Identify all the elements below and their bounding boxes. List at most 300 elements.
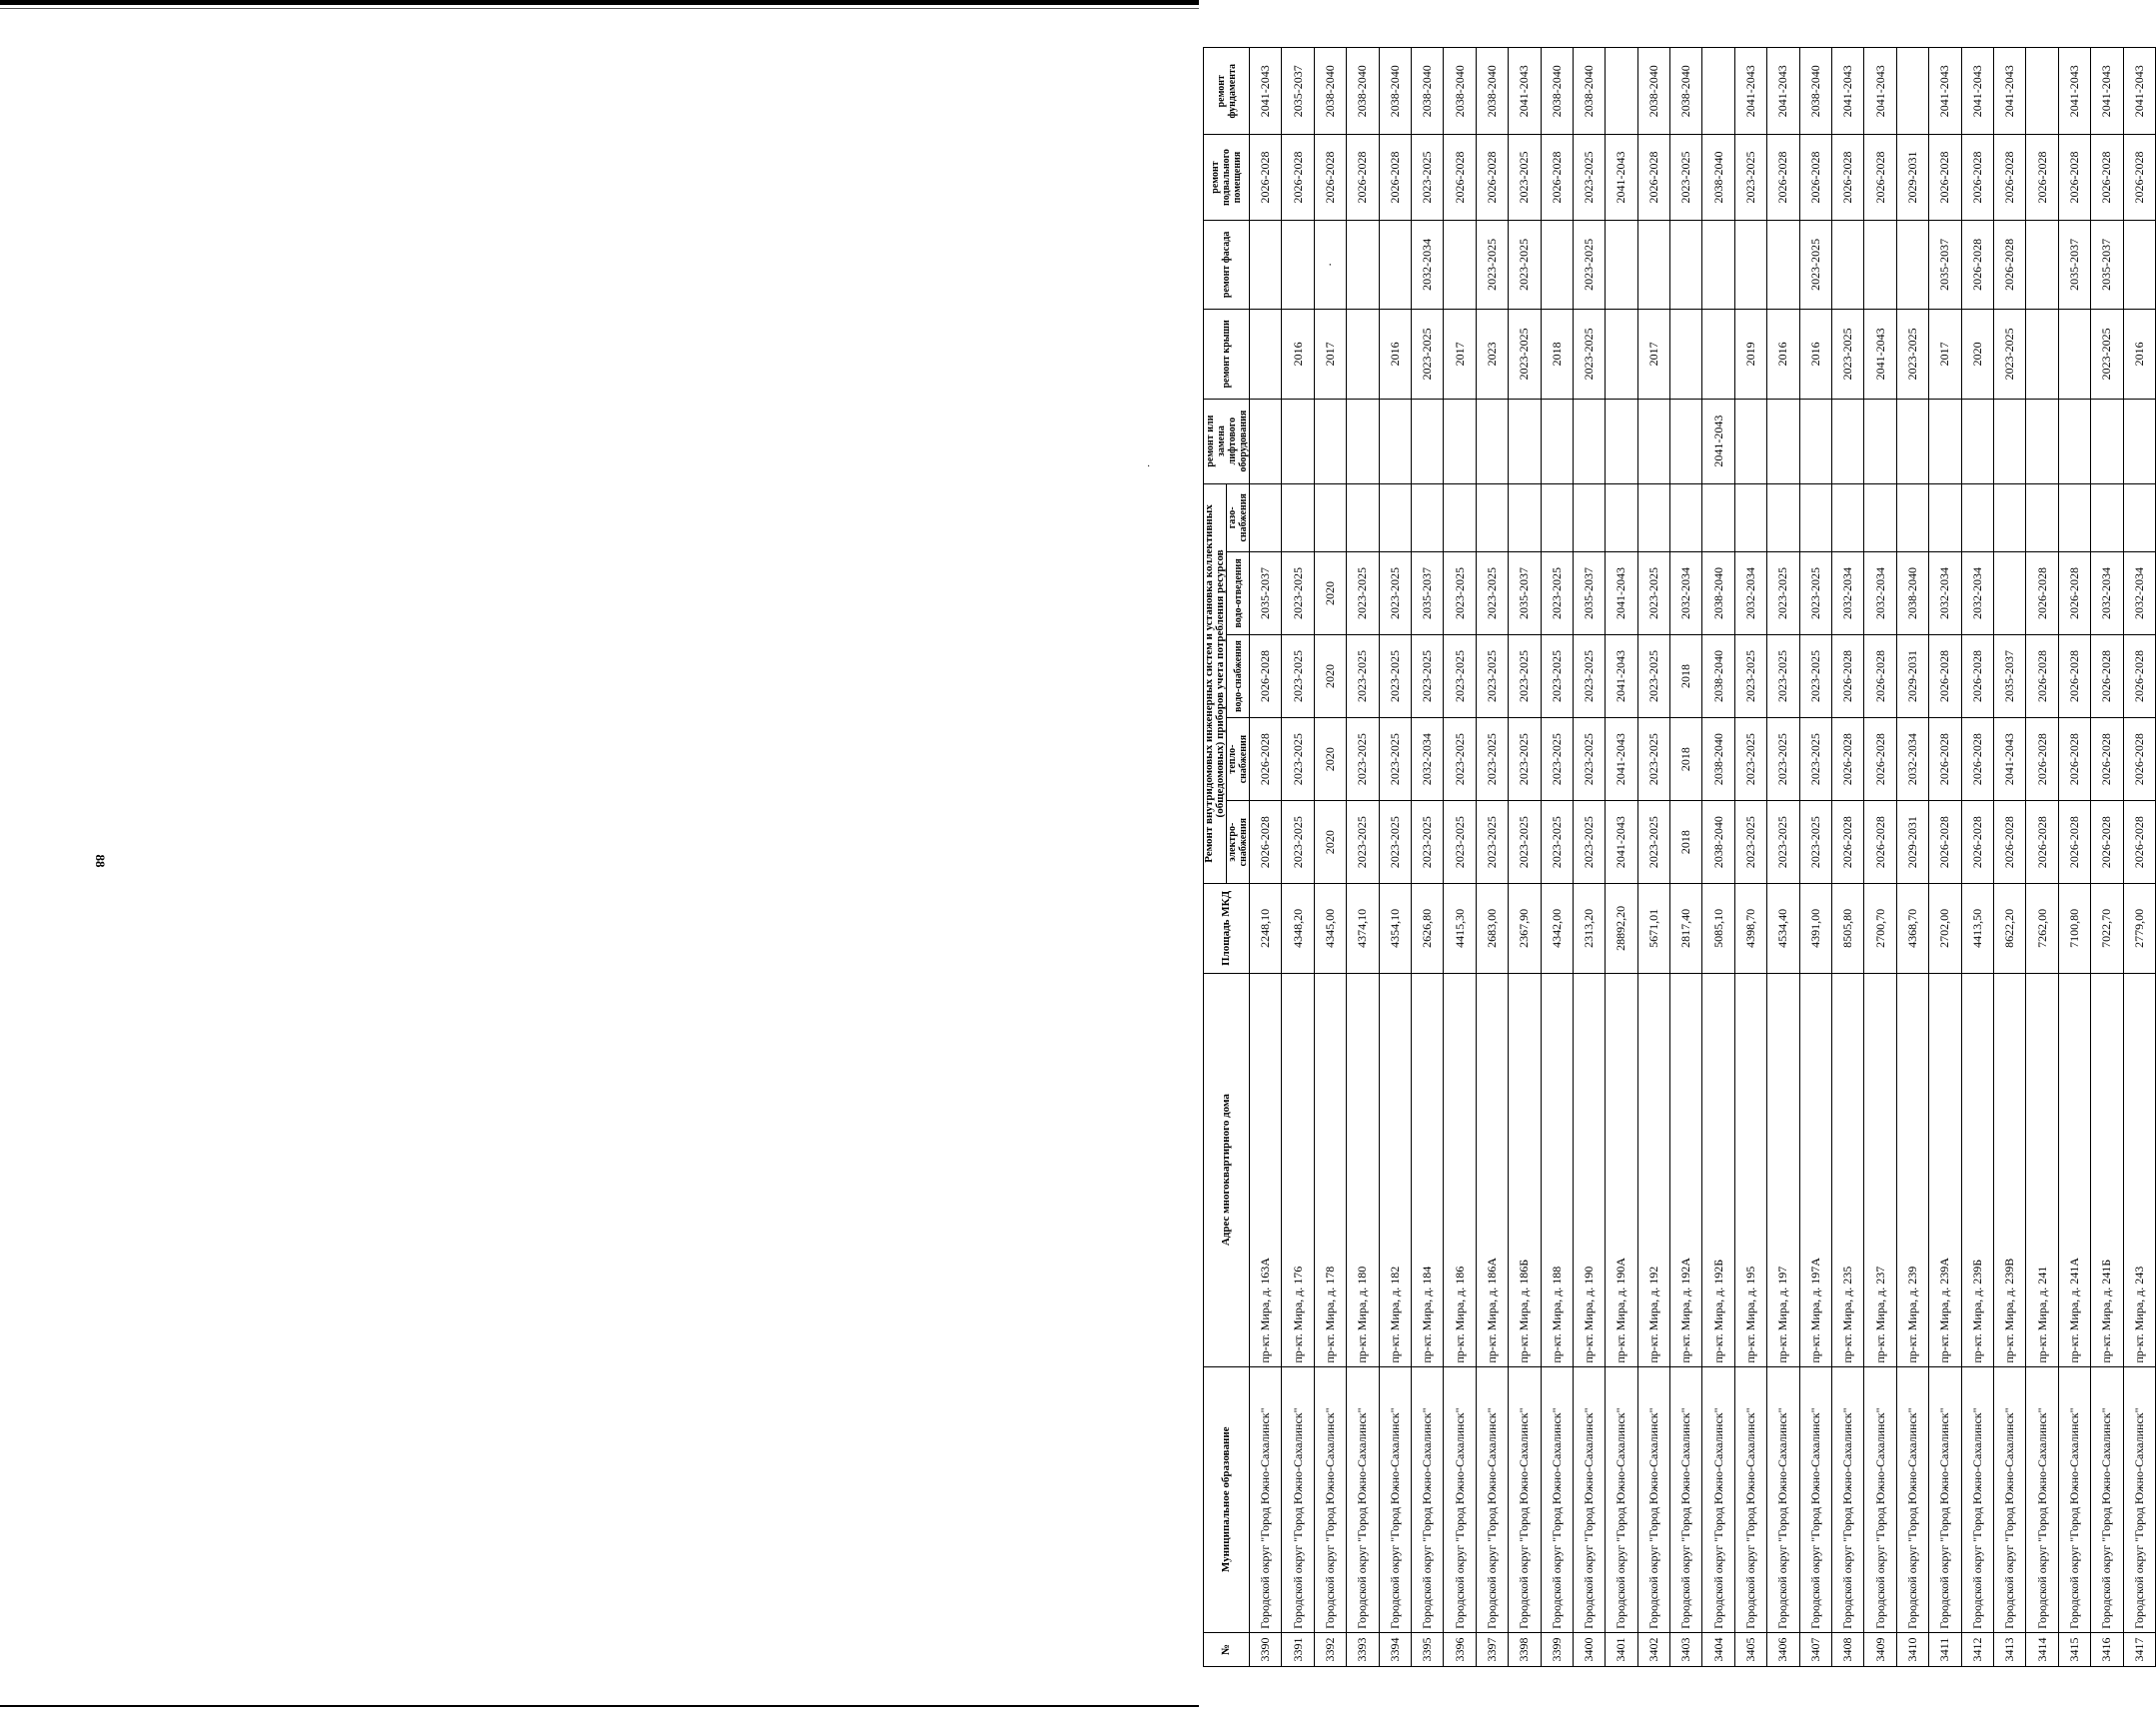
roof-cell	[2058, 310, 2090, 399]
row-number: 3412	[1961, 1632, 1993, 1666]
table-row	[1573, 48, 1605, 1667]
foundation-cell: 2038-2040	[1411, 48, 1443, 135]
gas-cell	[1702, 483, 1734, 551]
facade-cell	[1444, 220, 1476, 309]
address-cell: пр-кт. Мира, д. 239А	[1929, 973, 1961, 1366]
elevator-cell	[1411, 399, 1443, 483]
elevator-cell	[1282, 399, 1314, 483]
roof-cell: 2023	[1476, 310, 1508, 399]
sewer-cell: 2035-2037	[1250, 551, 1282, 634]
water-cell: 2023-2025	[1379, 634, 1411, 717]
gas-cell	[1250, 483, 1282, 551]
elevator-cell	[1929, 399, 1961, 483]
roof-cell: 2023-2025	[1896, 310, 1928, 399]
municipality-cell: Городской округ "Город Южно-Сахалинск"	[1637, 1366, 1669, 1632]
area-cell: 4391,00	[1799, 884, 1831, 973]
foundation-cell: 2038-2040	[1314, 48, 1346, 135]
header-area: Площадь МКД	[1204, 884, 1250, 973]
area-cell: 5671,01	[1637, 884, 1669, 973]
foundation-cell: 2041-2043	[1509, 48, 1541, 135]
area-cell: 2817,40	[1670, 884, 1702, 973]
electricity-cell: 2026-2028	[2091, 801, 2123, 884]
gas-cell	[1444, 483, 1476, 551]
foundation-cell: 2038-2040	[1799, 48, 1831, 135]
facade-cell: 2026-2028	[1961, 220, 1993, 309]
gas-cell	[1637, 483, 1669, 551]
electricity-cell: 2023-2025	[1379, 801, 1411, 884]
electricity-cell: 2026-2028	[2058, 801, 2090, 884]
table-row	[1799, 48, 1831, 1667]
foundation-cell: 2041-2043	[1250, 48, 1282, 135]
table-row	[1637, 48, 1669, 1667]
municipality-cell: Городской округ "Город Южно-Сахалинск"	[1832, 1366, 1864, 1632]
elevator-cell	[2026, 399, 2058, 483]
basement-cell: 2026-2028	[1250, 135, 1282, 220]
area-cell: 4534,40	[1767, 884, 1799, 973]
water-cell: 2029-2031	[1896, 634, 1928, 717]
heat-cell: 2023-2025	[1509, 718, 1541, 801]
water-cell: 2035-2037	[1993, 634, 2025, 717]
municipality-cell: Городской округ "Город Южно-Сахалинск"	[1411, 1366, 1443, 1632]
roof-cell: 2016	[1379, 310, 1411, 399]
municipality-cell: Городской округ "Город Южно-Сахалинск"	[1606, 1366, 1637, 1632]
facade-cell	[1347, 220, 1379, 309]
heat-cell: 2026-2028	[2091, 718, 2123, 801]
header-roof: ремонт крыши	[1204, 310, 1250, 399]
sewer-cell: 2023-2025	[1541, 551, 1573, 634]
header-municipality: Муниципальное образование	[1204, 1366, 1250, 1632]
row-number: 3409	[1864, 1632, 1896, 1666]
foundation-cell: 2038-2040	[1379, 48, 1411, 135]
foundation-cell: 2041-2043	[1929, 48, 1961, 135]
heat-cell: 2023-2025	[1541, 718, 1573, 801]
facade-cell	[2026, 220, 2058, 309]
header-gas: газо-снабжения	[1227, 483, 1250, 551]
heat-cell: 2026-2028	[1961, 718, 1993, 801]
basement-cell: 2026-2028	[1993, 135, 2025, 220]
foundation-cell: 2041-2043	[1832, 48, 1864, 135]
roof-cell: 2023-2025	[1832, 310, 1864, 399]
elevator-cell	[1573, 399, 1605, 483]
gas-cell	[2123, 483, 2155, 551]
area-cell: 28892,20	[1606, 884, 1637, 973]
roof-cell	[1250, 310, 1282, 399]
electricity-cell: 2023-2025	[1444, 801, 1476, 884]
row-number: 3390	[1250, 1632, 1282, 1666]
area-cell: 4348,20	[1282, 884, 1314, 973]
top-border-line	[0, 0, 1199, 5]
gas-cell	[1476, 483, 1508, 551]
basement-cell: 2038-2040	[1702, 135, 1734, 220]
header-water: водо-снабжения	[1227, 634, 1250, 717]
heat-cell: 2023-2025	[1476, 718, 1508, 801]
heat-cell: 2041-2043	[1993, 718, 2025, 801]
municipality-cell: Городской округ "Город Южно-Сахалинск"	[1347, 1366, 1379, 1632]
electricity-cell: 2026-2028	[1961, 801, 1993, 884]
row-number: 3397	[1476, 1632, 1508, 1666]
row-number: 3401	[1606, 1632, 1637, 1666]
facade-cell	[1734, 220, 1766, 309]
address-cell: пр-кт. Мира, д. 186Б	[1509, 973, 1541, 1366]
gas-cell	[1864, 483, 1896, 551]
address-cell: пр-кт. Мира, д. 192	[1637, 973, 1669, 1366]
electricity-cell: 2038-2040	[1702, 801, 1734, 884]
basement-cell: 2026-2028	[1476, 135, 1508, 220]
basement-cell: 2026-2028	[1864, 135, 1896, 220]
sewer-cell: 2032-2034	[1929, 551, 1961, 634]
gas-cell	[1961, 483, 1993, 551]
roof-cell: 2020	[1961, 310, 1993, 399]
heat-cell: 2023-2025	[1444, 718, 1476, 801]
basement-cell: 2026-2028	[2026, 135, 2058, 220]
address-cell: пр-кт. Мира, д. 241	[2026, 973, 2058, 1366]
elevator-cell	[1961, 399, 1993, 483]
row-number: 3417	[2123, 1632, 2155, 1666]
gas-cell	[1832, 483, 1864, 551]
row-number: 3391	[1282, 1632, 1314, 1666]
heat-cell: 2023-2025	[1637, 718, 1669, 801]
address-cell: пр-кт. Мира, д. 241А	[2058, 973, 2090, 1366]
basement-cell: 2026-2028	[1541, 135, 1573, 220]
elevator-cell	[2058, 399, 2090, 483]
roof-cell: 2017	[1929, 310, 1961, 399]
roof-cell	[1606, 310, 1637, 399]
municipality-cell: Городской округ "Город Южно-Сахалинск"	[1250, 1366, 1282, 1632]
facade-cell: ·	[1314, 220, 1346, 309]
table-row	[2058, 48, 2090, 1667]
header-row-1	[1204, 48, 1227, 1667]
municipality-cell: Городской округ "Город Южно-Сахалинск"	[2026, 1366, 2058, 1632]
elevator-cell	[2123, 399, 2155, 483]
header-num: №	[1204, 1632, 1250, 1666]
facade-cell: 2035-2037	[2091, 220, 2123, 309]
electricity-cell: 2026-2028	[1993, 801, 2025, 884]
header-basement: ремонт подвального помещения	[1204, 135, 1250, 220]
facade-cell: 2023-2025	[1799, 220, 1831, 309]
sewer-cell: 2023-2025	[1379, 551, 1411, 634]
table-row	[1734, 48, 1766, 1667]
basement-cell: 2029-2031	[1896, 135, 1928, 220]
address-cell: пр-кт. Мира, д. 192Б	[1702, 973, 1734, 1366]
row-number: 3415	[2058, 1632, 2090, 1666]
row-number: 3396	[1444, 1632, 1476, 1666]
address-cell: пр-кт. Мира, д. 163А	[1250, 973, 1282, 1366]
municipality-cell: Городской округ "Город Южно-Сахалинск"	[1896, 1366, 1928, 1632]
address-cell: пр-кт. Мира, д. 239	[1896, 973, 1928, 1366]
roof-cell: 2017	[1314, 310, 1346, 399]
heat-cell: 2026-2028	[2026, 718, 2058, 801]
area-cell: 4413,50	[1961, 884, 1993, 973]
foundation-cell: 2041-2043	[1961, 48, 1993, 135]
electricity-cell: 2023-2025	[1637, 801, 1669, 884]
water-cell: 2023-2025	[1444, 634, 1476, 717]
table-row	[1282, 48, 1314, 1667]
municipality-cell: Городской округ "Город Южно-Сахалинск"	[2058, 1366, 2090, 1632]
heat-cell: 2026-2028	[1929, 718, 1961, 801]
heat-cell: 2026-2028	[1250, 718, 1282, 801]
electricity-cell: 2026-2028	[1250, 801, 1282, 884]
foundation-cell: 2041-2043	[1734, 48, 1766, 135]
electricity-cell: 2026-2028	[2123, 801, 2155, 884]
header-heat: тепло-снабжения	[1227, 718, 1250, 801]
row-number: 3398	[1509, 1632, 1541, 1666]
address-cell: пр-кт. Мира, д. 186	[1444, 973, 1476, 1366]
municipality-cell: Городской округ "Город Южно-Сахалинск"	[1509, 1366, 1541, 1632]
area-cell: 7262,00	[2026, 884, 2058, 973]
water-cell: 2023-2025	[1799, 634, 1831, 717]
water-cell: 2023-2025	[1734, 634, 1766, 717]
facade-cell: 2026-2028	[1993, 220, 2025, 309]
table-row	[1929, 48, 1961, 1667]
water-cell: 2018	[1670, 634, 1702, 717]
row-number: 3403	[1670, 1632, 1702, 1666]
gas-cell	[1767, 483, 1799, 551]
heat-cell: 2032-2034	[1896, 718, 1928, 801]
gas-cell	[1541, 483, 1573, 551]
foundation-cell: 2041-2043	[2123, 48, 2155, 135]
foundation-cell: 2035-2037	[1282, 48, 1314, 135]
elevator-cell	[1734, 399, 1766, 483]
elevator-cell	[1832, 399, 1864, 483]
sewer-cell: 2023-2025	[1347, 551, 1379, 634]
basement-cell: 2026-2028	[1961, 135, 1993, 220]
row-number: 3411	[1929, 1632, 1961, 1666]
row-number: 3400	[1573, 1632, 1605, 1666]
elevator-cell	[1347, 399, 1379, 483]
table-row	[1961, 48, 1993, 1667]
sewer-cell: 2023-2025	[1637, 551, 1669, 634]
table-row	[1606, 48, 1637, 1667]
sewer-cell: 2035-2037	[1573, 551, 1605, 634]
gas-cell	[1896, 483, 1928, 551]
page-number: 88	[93, 854, 108, 868]
facade-cell	[2123, 220, 2155, 309]
capital-repair-table	[1203, 47, 2156, 1667]
area-cell: 7100,80	[2058, 884, 2090, 973]
table-row	[1832, 48, 1864, 1667]
water-cell: 2026-2028	[1250, 634, 1282, 717]
table-row	[2091, 48, 2123, 1667]
row-number: 3395	[1411, 1632, 1443, 1666]
electricity-cell: 2029-2031	[1896, 801, 1928, 884]
foundation-cell: 2038-2040	[1476, 48, 1508, 135]
basement-cell: 2026-2028	[2123, 135, 2155, 220]
foundation-cell: 2038-2040	[1444, 48, 1476, 135]
row-number: 3393	[1347, 1632, 1379, 1666]
basement-cell: 2023-2025	[1670, 135, 1702, 220]
area-cell: 8505,80	[1832, 884, 1864, 973]
header-facade: ремонт фасада	[1204, 220, 1250, 309]
foundation-cell: 2041-2043	[1767, 48, 1799, 135]
table-row	[1864, 48, 1896, 1667]
electricity-cell: 2023-2025	[1734, 801, 1766, 884]
basement-cell: 2026-2028	[1379, 135, 1411, 220]
facade-cell	[1379, 220, 1411, 309]
water-cell: 2023-2025	[1573, 634, 1605, 717]
heat-cell: 2041-2043	[1606, 718, 1637, 801]
roof-cell: 2017	[1444, 310, 1476, 399]
municipality-cell: Городской округ "Город Южно-Сахалинск"	[1282, 1366, 1314, 1632]
address-cell: пр-кт. Мира, д. 190	[1573, 973, 1605, 1366]
roof-cell: 2016	[1799, 310, 1831, 399]
sewer-cell: 2035-2037	[1411, 551, 1443, 634]
area-cell: 4398,70	[1734, 884, 1766, 973]
elevator-cell: 2041-2043	[1702, 399, 1734, 483]
heat-cell: 2020	[1314, 718, 1346, 801]
area-cell: 2313,20	[1573, 884, 1605, 973]
roof-cell: 2019	[1734, 310, 1766, 399]
row-number: 3416	[2091, 1632, 2123, 1666]
foundation-cell: 2041-2043	[1864, 48, 1896, 135]
address-cell: пр-кт. Мира, д. 178	[1314, 973, 1346, 1366]
roof-cell	[1702, 310, 1734, 399]
table-row	[1444, 48, 1476, 1667]
address-cell: пр-кт. Мира, д. 176	[1282, 973, 1314, 1366]
elevator-cell	[1379, 399, 1411, 483]
sewer-cell: 2023-2025	[1799, 551, 1831, 634]
header-foundation: ремонт фундамента	[1204, 48, 1250, 135]
facade-cell	[1832, 220, 1864, 309]
row-number: 3408	[1832, 1632, 1864, 1666]
heat-cell: 2018	[1670, 718, 1702, 801]
facade-cell	[1606, 220, 1637, 309]
foundation-cell: 2038-2040	[1347, 48, 1379, 135]
sewer-cell: 2035-2037	[1509, 551, 1541, 634]
electricity-cell: 2026-2028	[1929, 801, 1961, 884]
bottom-border-line	[0, 1705, 1199, 1707]
facade-cell	[1767, 220, 1799, 309]
electricity-cell: 2018	[1670, 801, 1702, 884]
table-row	[1314, 48, 1346, 1667]
gas-cell	[1734, 483, 1766, 551]
gas-cell	[1379, 483, 1411, 551]
heat-cell: 2023-2025	[1799, 718, 1831, 801]
basement-cell: 2026-2028	[1799, 135, 1831, 220]
address-cell: пр-кт. Мира, д. 239В	[1993, 973, 2025, 1366]
sewer-cell: 2026-2028	[2026, 551, 2058, 634]
rotated-table-container	[1203, 47, 2156, 1667]
elevator-cell	[2091, 399, 2123, 483]
foundation-cell: 2041-2043	[2091, 48, 2123, 135]
area-cell: 4342,00	[1541, 884, 1573, 973]
table-row	[1347, 48, 1379, 1667]
address-cell: пр-кт. Мира, д. 180	[1347, 973, 1379, 1366]
facade-cell: 2023-2025	[1476, 220, 1508, 309]
row-number: 3394	[1379, 1632, 1411, 1666]
elevator-cell	[1767, 399, 1799, 483]
basement-cell: 2026-2028	[1767, 135, 1799, 220]
row-number: 3406	[1767, 1632, 1799, 1666]
area-cell: 7022,70	[2091, 884, 2123, 973]
table-row	[1509, 48, 1541, 1667]
facade-cell: 2023-2025	[1509, 220, 1541, 309]
gas-cell	[2058, 483, 2090, 551]
electricity-cell: 2023-2025	[1573, 801, 1605, 884]
heat-cell: 2026-2028	[2058, 718, 2090, 801]
basement-cell: 2026-2028	[1832, 135, 1864, 220]
municipality-cell: Городской округ "Город Южно-Сахалинск"	[1799, 1366, 1831, 1632]
basement-cell: 2026-2028	[1444, 135, 1476, 220]
heat-cell: 2032-2034	[1411, 718, 1443, 801]
address-cell: пр-кт. Мира, д. 195	[1734, 973, 1766, 1366]
table-row	[1250, 48, 1282, 1667]
area-cell: 2367,90	[1509, 884, 1541, 973]
roof-cell: 2016	[2123, 310, 2155, 399]
sewer-cell: 2023-2025	[1476, 551, 1508, 634]
facade-cell	[1896, 220, 1928, 309]
foundation-cell: 2038-2040	[1670, 48, 1702, 135]
roof-cell: 2018	[1541, 310, 1573, 399]
gas-cell	[1347, 483, 1379, 551]
sewer-cell: 2032-2034	[1832, 551, 1864, 634]
sewer-cell: 2032-2034	[1734, 551, 1766, 634]
foundation-cell: 2038-2040	[1573, 48, 1605, 135]
municipality-cell: Городской округ "Город Южно-Сахалинск"	[1734, 1366, 1766, 1632]
municipality-cell: Городской округ "Город Южно-Сахалинск"	[1476, 1366, 1508, 1632]
area-cell: 2779,00	[2123, 884, 2155, 973]
sewer-cell: 2023-2025	[1767, 551, 1799, 634]
municipality-cell: Городской округ "Город Южно-Сахалинск"	[2123, 1366, 2155, 1632]
foundation-cell	[1896, 48, 1928, 135]
sewer-cell: 2023-2025	[1282, 551, 1314, 634]
address-cell: пр-кт. Мира, д. 197	[1767, 973, 1799, 1366]
address-cell: пр-кт. Мира, д. 190А	[1606, 973, 1637, 1366]
heat-cell: 2023-2025	[1734, 718, 1766, 801]
foundation-cell	[1702, 48, 1734, 135]
gas-cell	[1993, 483, 2025, 551]
municipality-cell: Городской округ "Город Южно-Сахалинск"	[1702, 1366, 1734, 1632]
water-cell: 2026-2028	[1961, 634, 1993, 717]
municipality-cell: Городской округ "Город Южно-Сахалинск"	[1961, 1366, 1993, 1632]
elevator-cell	[1637, 399, 1669, 483]
water-cell: 2023-2025	[1637, 634, 1669, 717]
facade-cell: 2035-2037	[2058, 220, 2090, 309]
water-cell: 2023-2025	[1541, 634, 1573, 717]
area-cell: 4374,10	[1347, 884, 1379, 973]
facade-cell	[1670, 220, 1702, 309]
basement-cell: 2023-2025	[1411, 135, 1443, 220]
row-number: 3392	[1314, 1632, 1346, 1666]
electricity-cell: 2023-2025	[1476, 801, 1508, 884]
table-row	[2026, 48, 2058, 1667]
area-cell: 2683,00	[1476, 884, 1508, 973]
water-cell: 2023-2025	[1767, 634, 1799, 717]
address-cell: пр-кт. Мира, д. 182	[1379, 973, 1411, 1366]
electricity-cell: 2020	[1314, 801, 1346, 884]
municipality-cell: Городской округ "Город Южно-Сахалинск"	[1573, 1366, 1605, 1632]
heat-cell: 2023-2025	[1282, 718, 1314, 801]
table-row	[1670, 48, 1702, 1667]
row-number: 3414	[2026, 1632, 2058, 1666]
water-cell: 2023-2025	[1476, 634, 1508, 717]
sewer-cell: 2032-2034	[1864, 551, 1896, 634]
address-cell: пр-кт. Мира, д. 188	[1541, 973, 1573, 1366]
sewer-cell: 2032-2034	[2123, 551, 2155, 634]
roof-cell: 2023-2025	[1411, 310, 1443, 399]
table-row	[1767, 48, 1799, 1667]
elevator-cell	[1314, 399, 1346, 483]
water-cell: 2026-2028	[1864, 634, 1896, 717]
row-number: 3404	[1702, 1632, 1734, 1666]
heat-cell: 2026-2028	[2123, 718, 2155, 801]
roof-cell: 2016	[1282, 310, 1314, 399]
water-cell: 2026-2028	[2123, 634, 2155, 717]
gas-cell	[1411, 483, 1443, 551]
area-cell: 5085,10	[1702, 884, 1734, 973]
electricity-cell: 2023-2025	[1509, 801, 1541, 884]
gas-cell	[2091, 483, 2123, 551]
table-row	[1476, 48, 1508, 1667]
